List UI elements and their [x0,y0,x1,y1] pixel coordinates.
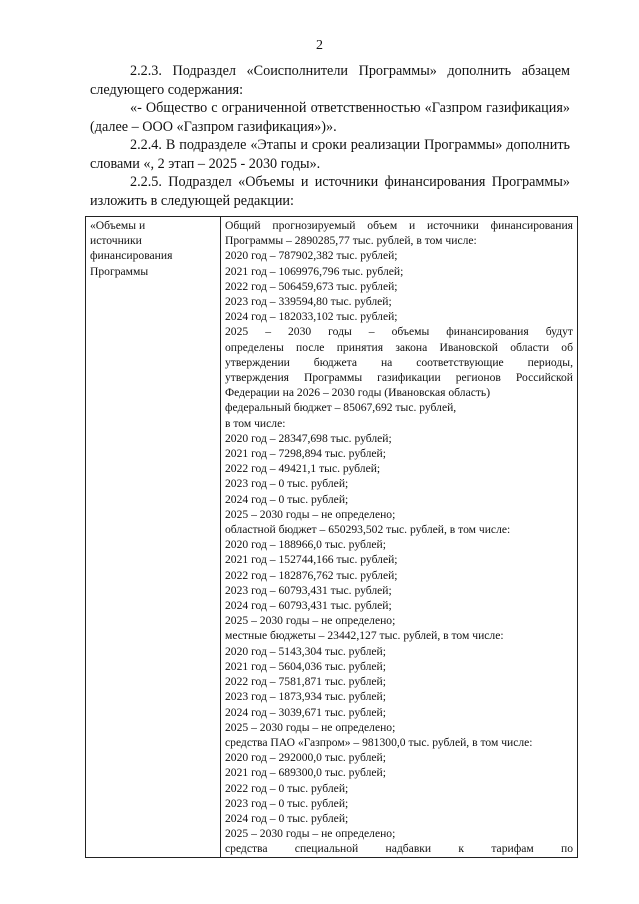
paragraph-gazprom-clause [90,99,570,136]
financing-line: 2021 год – 689300,0 тыс. рублей; [225,766,386,780]
financing-line: Федерации на 2026 – 2030 годы (Ивановская область) [225,386,491,400]
financing-line: 2021 год – 1069976,796 тыс. рублей; [225,264,404,278]
financing-line: определены после принятия закона Ивановской области об [225,340,573,354]
financing-line: 2021 год – 5604,036 тыс. рублей; [225,659,386,673]
financing-line: утверждении бюджета на соответствующие периоды, [225,355,573,369]
financing-line: 2024 год – 0 тыс. рублей; [225,811,349,825]
financing-line: 2025 – 2030 годы – не определено; [225,720,396,734]
financing-line: средства ПАО «Газпром» – 981300,0 тыс. рублей, в том числе: [225,735,533,749]
financing-line: 2025 – 2030 годы – не определено; [225,827,396,841]
left-cell-line: финансирования [90,249,173,263]
financing-line: Общий прогнозируемый объем и источники финансирования [225,219,573,232]
financing-line: областной бюджет – 650293,502 тыс. рублей, в том числе: [225,523,511,537]
table-right-cell [221,217,578,858]
financing-line: 2023 год – 60793,431 тыс. рублей; [225,583,392,597]
financing-line: местные бюджеты – 23442,127 тыс. рублей, в том числе: [225,629,504,643]
left-cell-line: источники [90,234,142,248]
financing-line: 2020 год – 5143,304 тыс. рублей; [225,644,386,658]
financing-table-row [86,217,578,858]
paragraph-2-2-3 [90,62,570,99]
financing-line: 2021 год – 152744,166 тыс. рублей; [225,553,398,567]
paragraph-2-2-4-text: 2.2.4. В подразделе «Этапы и сроки реализации Программы» дополнить словами «, 2 этап – 2025 - 2030 годы». [90,137,570,172]
financing-line: 2020 год – 787902,382 тыс. рублей; [225,249,398,263]
financing-line: 2022 год – 49421,1 тыс. рублей; [225,462,381,476]
financing-line: Программы – 2890285,77 тыс. рублей, в том числе: [225,234,477,248]
financing-line: 2023 год – 0 тыс. рублей; [225,796,349,810]
financing-line: 2020 год – 28347,698 тыс. рублей; [225,431,392,445]
financing-line: 2023 год – 339594,80 тыс. рублей; [225,295,392,309]
financing-line: 2020 год – 292000,0 тыс. рублей; [225,751,386,765]
financing-line: 2024 год – 60793,431 тыс. рублей; [225,599,392,613]
financing-line: федеральный бюджет – 85067,692 тыс. рублей, [225,401,457,415]
financing-line: 2021 год – 7298,894 тыс. рублей; [225,447,386,461]
financing-line: 2024 год – 0 тыс. рублей; [225,492,349,506]
financing-line: 2020 год – 188966,0 тыс. рублей; [225,538,386,552]
financing-line: в том числе: [225,416,286,430]
financing-line: 2025 – 2030 годы – не определено; [225,614,396,628]
financing-line: 2025 – 2030 годы – не определено; [225,507,396,521]
paragraph-gazprom-clause-text: «- Общество с ограниченной ответственностью «Газпром газификация» (далее – ООО «Газпром газификация»)». [90,100,570,135]
financing-line: 2022 год – 506459,673 тыс. рублей; [225,279,398,293]
financing-line: 2025 – 2030 годы – объемы финансирования будут [225,325,573,339]
paragraph-2-2-3-text: 2.2.3. Подраздел «Соисполнители Программы» дополнить абзацем следующего содержания: [90,63,570,98]
table-left-cell [86,217,221,858]
paragraph-2-2-4 [90,136,570,173]
paragraph-2-2-5 [90,173,570,210]
paragraph-2-2-5-text: 2.2.5. Подраздел «Объемы и источники финансирования Программы» изложить в следующей редакции: [90,174,570,209]
financing-line: 2024 год – 3039,671 тыс. рублей; [225,705,386,719]
financing-line: 2022 год – 7581,871 тыс. рублей; [225,675,386,689]
left-cell-line: «Объемы и [90,219,146,232]
financing-line: утверждения Программы газификации регионов Российской [225,371,573,385]
financing-line: 2023 год – 1873,934 тыс. рублей; [225,690,386,704]
left-cell-line: Программы [90,264,149,278]
financing-line: 2022 год – 0 тыс. рублей; [225,781,349,795]
page-number: 2 [316,38,323,53]
financing-line: 2024 год – 182033,102 тыс. рублей; [225,310,398,324]
financing-line: 2022 год – 182876,762 тыс. рублей; [225,568,398,582]
financing-table [85,216,578,858]
financing-line: 2023 год – 0 тыс. рублей; [225,477,349,491]
financing-line: средства специальной надбавки к тарифам по [225,842,573,856]
